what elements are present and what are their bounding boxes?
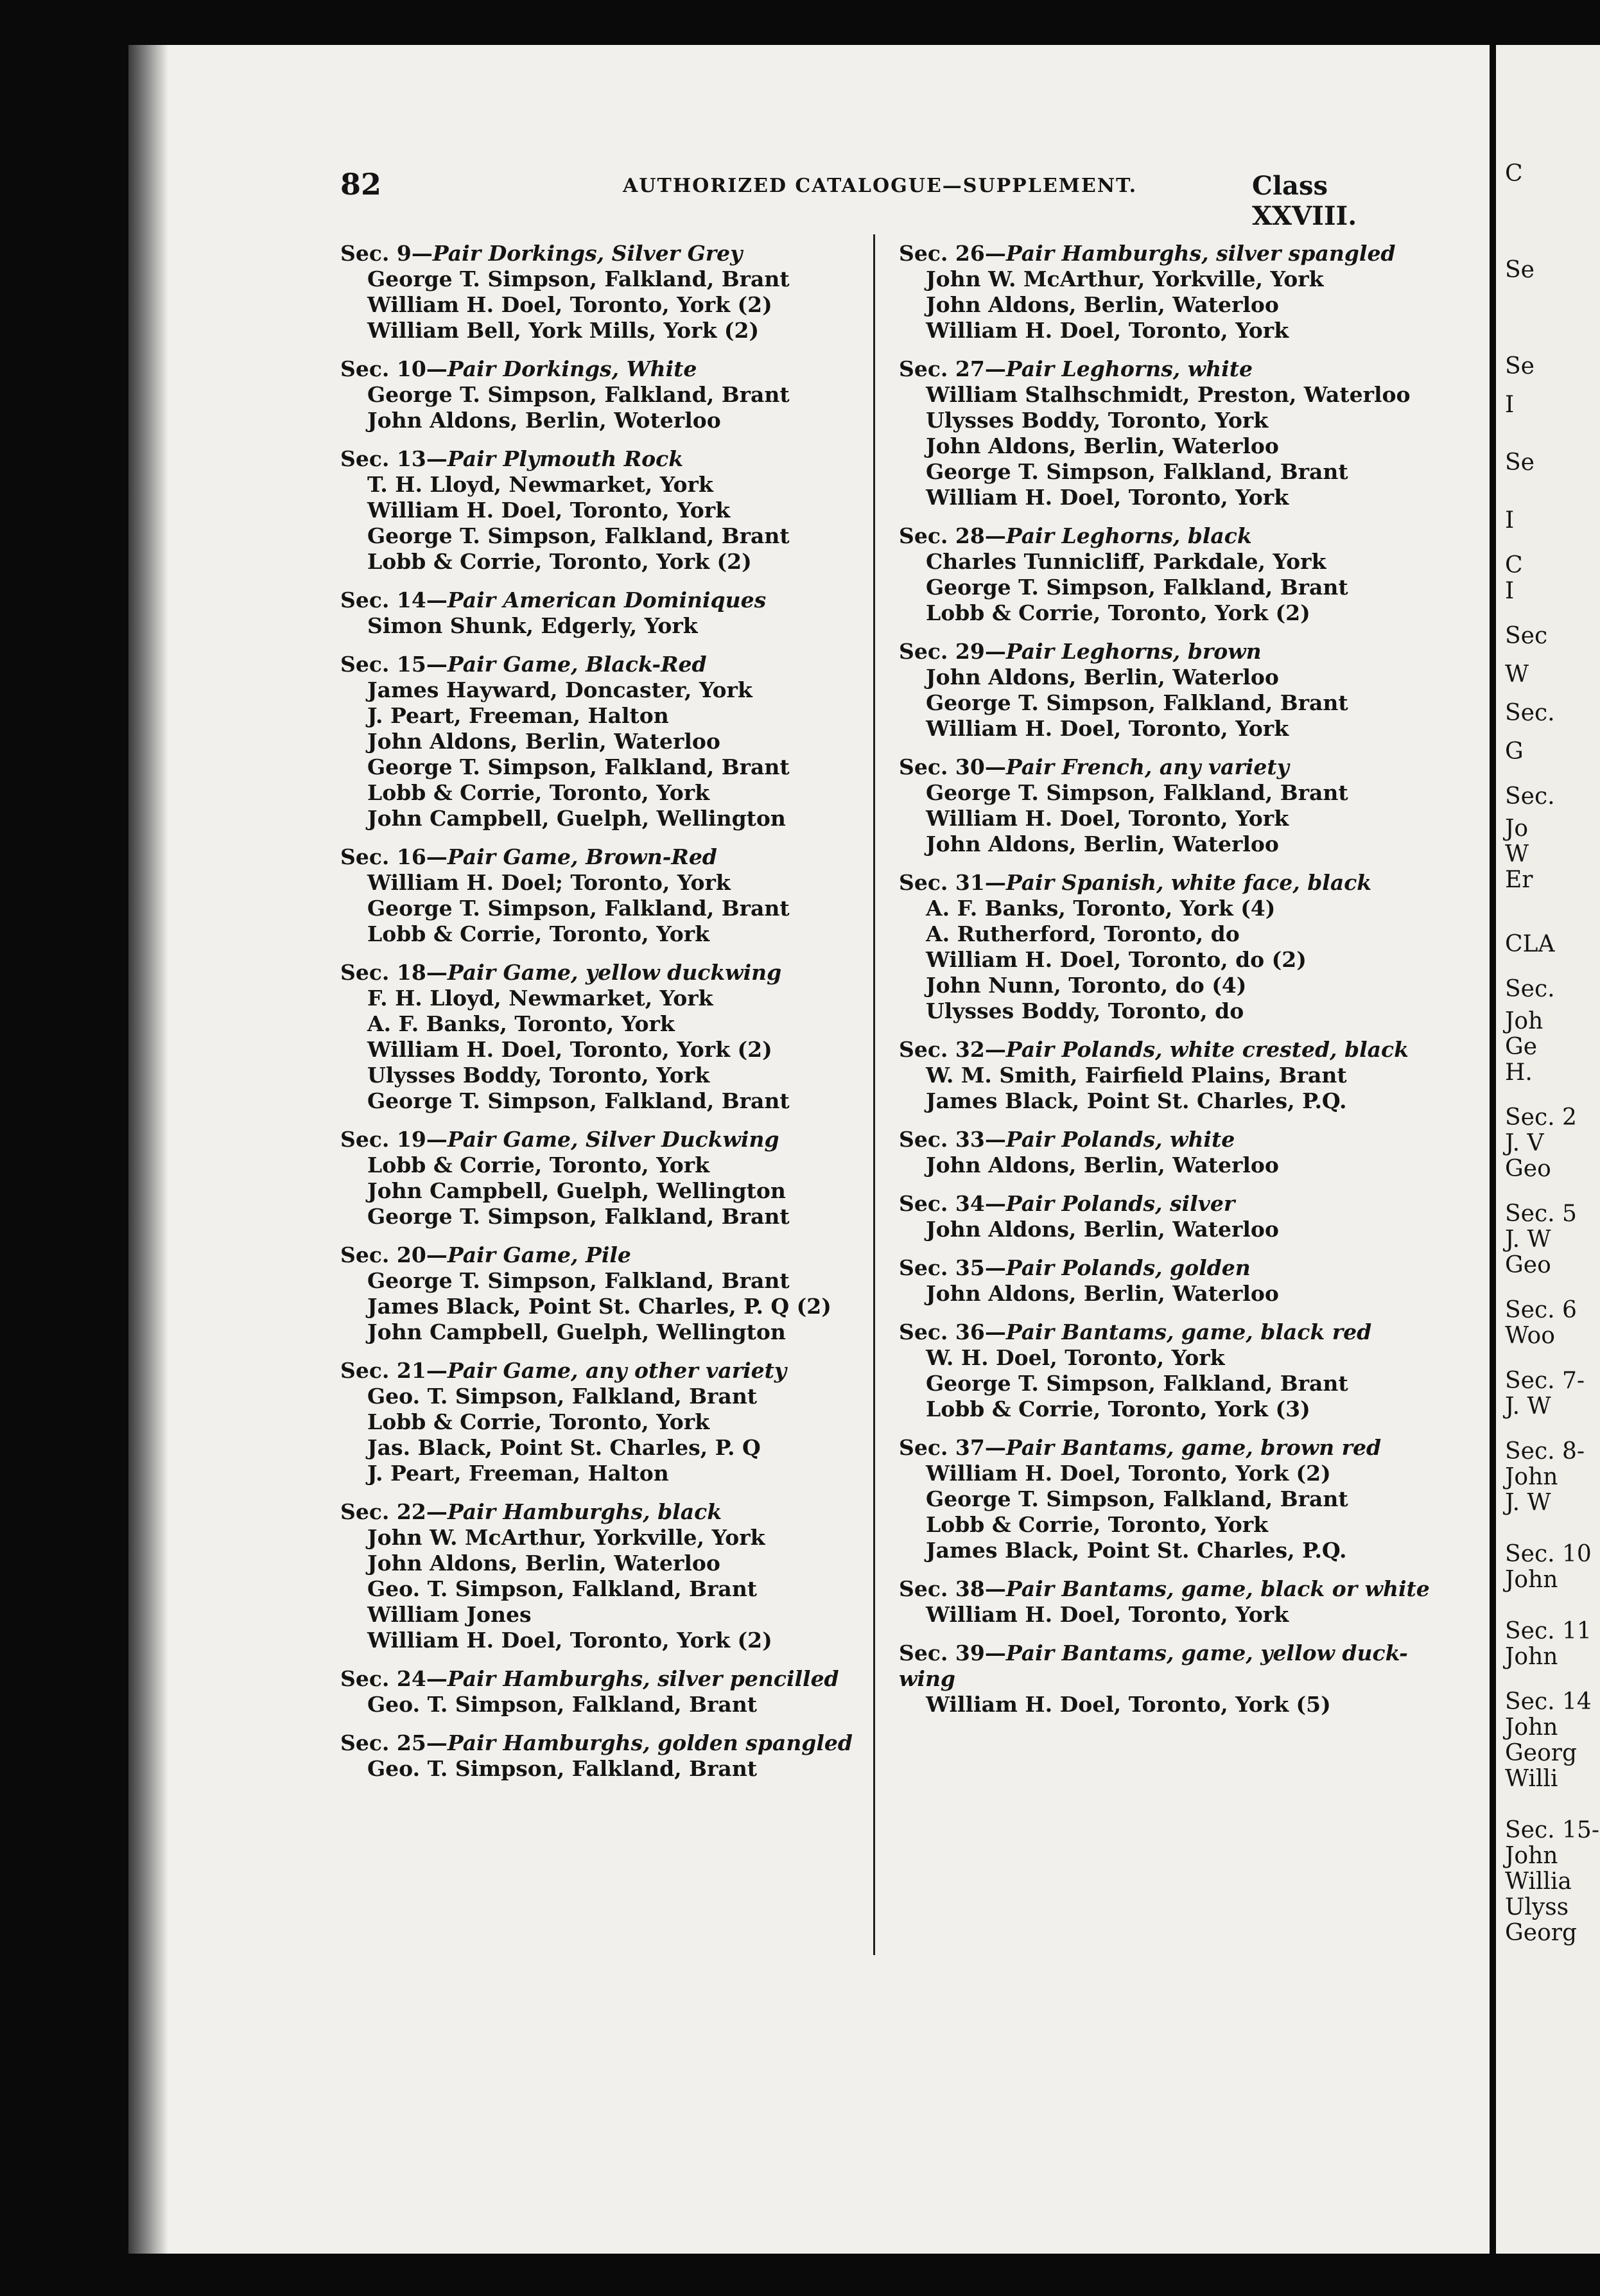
facing-page-fragment: John bbox=[1505, 1567, 1558, 1593]
section-name: Pair Game, any other variety bbox=[447, 1358, 787, 1383]
section-number: Sec. 10— bbox=[340, 356, 448, 381]
exhibitor-entry: Jas. Black, Point St. Charles, P. Q bbox=[367, 1435, 761, 1460]
section-number: Sec. 33— bbox=[899, 1127, 1006, 1152]
section-heading bbox=[899, 870, 1413, 896]
section-name: Pair Game, yellow duckwing bbox=[447, 960, 782, 985]
section-number: Sec. 32— bbox=[899, 1037, 1006, 1062]
facing-page-fragment: Joh bbox=[1505, 1008, 1543, 1034]
section-heading bbox=[340, 1666, 854, 1692]
exhibitor-entry: George T. Simpson, Falkland, Brant bbox=[926, 780, 1348, 805]
exhibitor-entry: William H. Doel; Toronto, York bbox=[367, 870, 731, 895]
section-number: Sec. 38— bbox=[899, 1576, 1006, 1601]
facing-page-fragment: W bbox=[1505, 841, 1529, 867]
catalogue-section bbox=[899, 1435, 1413, 1563]
facing-page-fragment: CLA bbox=[1505, 931, 1555, 957]
section-heading bbox=[899, 1127, 1413, 1152]
exhibitor-entry: W. M. Smith, Fairfield Plains, Brant bbox=[926, 1063, 1347, 1088]
section-heading bbox=[899, 1435, 1413, 1461]
facing-page-fragment: Georg bbox=[1505, 1740, 1577, 1766]
exhibitor-entry: Lobb & Corrie, Toronto, York (2) bbox=[367, 549, 752, 574]
exhibitor-entry: James Black, Point St. Charles, P.Q. bbox=[926, 1538, 1347, 1563]
catalogue-section bbox=[340, 652, 854, 831]
catalogue-section bbox=[340, 1730, 854, 1782]
exhibitor-entry: William Stalhschmidt, Preston, Waterloo bbox=[926, 382, 1411, 407]
exhibitor-entry: James Black, Point St. Charles, P. Q (2) bbox=[367, 1294, 831, 1319]
section-name: Pair Game, Silver Duckwing bbox=[447, 1127, 779, 1152]
facing-page-fragment: Ulyss bbox=[1505, 1894, 1569, 1920]
exhibitor-entry: William H. Doel, Toronto, York bbox=[926, 806, 1289, 831]
catalogue-section bbox=[899, 1576, 1430, 1628]
section-name: Pair Game, Brown-Red bbox=[447, 844, 717, 869]
section-heading bbox=[340, 652, 854, 677]
facing-page-fragment: J. V bbox=[1505, 1130, 1544, 1156]
catalogue-section bbox=[899, 356, 1413, 510]
section-name: Pair Bantams, game, yellow duck- bbox=[1005, 1640, 1408, 1665]
facing-page-fragment: Sec. 7- bbox=[1505, 1368, 1585, 1394]
exhibitor-entry: F. H. Lloyd, Newmarket, York bbox=[367, 986, 713, 1011]
section-number: Sec. 20— bbox=[340, 1242, 448, 1267]
section-name: Pair French, any variety bbox=[1005, 754, 1289, 779]
exhibitor-entry: William H. Doel, Toronto, York bbox=[367, 498, 731, 523]
section-name: Pair Polands, white crested, black bbox=[1005, 1037, 1409, 1062]
exhibitor-entry: William H. Doel, Toronto, do (2) bbox=[926, 947, 1307, 972]
exhibitor-entry: J. Peart, Freeman, Halton bbox=[367, 1461, 669, 1486]
exhibitor-entry: William H. Doel, Toronto, York (2) bbox=[926, 1461, 1331, 1486]
section-name: Pair Bantams, game, brown red bbox=[1005, 1435, 1382, 1460]
exhibitor-entry: George T. Simpson, Falkland, Brant bbox=[367, 754, 790, 779]
catalogue-section bbox=[899, 754, 1413, 857]
class-label: Class XXVIII. bbox=[1252, 171, 1357, 231]
catalogue-section bbox=[340, 1499, 854, 1653]
section-heading bbox=[899, 1640, 1413, 1666]
facing-page-fragment: Sec. 10 bbox=[1505, 1541, 1592, 1567]
section-heading bbox=[340, 1127, 854, 1152]
facing-page-fragment: I bbox=[1505, 578, 1515, 604]
section-name: Pair Leghorns, black bbox=[1005, 523, 1252, 548]
section-number: Sec. 9— bbox=[340, 241, 433, 266]
section-number: Sec. 31— bbox=[899, 870, 1006, 895]
section-heading bbox=[340, 960, 854, 986]
exhibitor-entry: William H. Doel, Toronto, York (5) bbox=[926, 1692, 1331, 1717]
facing-page-fragment: J. W bbox=[1505, 1490, 1551, 1516]
section-heading bbox=[899, 1319, 1413, 1345]
section-number: Sec. 36— bbox=[899, 1319, 1006, 1344]
catalogue-section bbox=[340, 1242, 854, 1345]
exhibitor-entry: George T. Simpson, Falkland, Brant bbox=[926, 459, 1348, 484]
exhibitor-entry: George T. Simpson, Falkland, Brant bbox=[367, 1088, 790, 1113]
catalogue-section bbox=[899, 1640, 1413, 1718]
section-name: Pair Hamburghs, black bbox=[447, 1499, 722, 1524]
section-name: Pair Hamburghs, silver spangled bbox=[1005, 241, 1396, 266]
exhibitor-entry: George T. Simpson, Falkland, Brant bbox=[367, 1204, 790, 1229]
facing-page-fragment: Sec bbox=[1505, 623, 1548, 649]
facing-page-fragment: John bbox=[1505, 1464, 1558, 1490]
exhibitor-entry: John Aldons, Berlin, Waterloo bbox=[926, 1152, 1279, 1178]
exhibitor-entry: William H. Doel, Toronto, York bbox=[926, 318, 1289, 343]
facing-page-fragment: Geo bbox=[1505, 1156, 1551, 1182]
section-heading bbox=[899, 1191, 1413, 1217]
exhibitor-entry: Charles Tunnicliff, Parkdale, York bbox=[926, 549, 1326, 574]
catalogue-section bbox=[340, 587, 854, 639]
section-heading bbox=[340, 446, 854, 472]
exhibitor-entry: George T. Simpson, Falkland, Brant bbox=[367, 896, 790, 921]
facing-page-fragment: John bbox=[1505, 1843, 1558, 1869]
exhibitor-entry: George T. Simpson, Falkland, Brant bbox=[367, 382, 790, 407]
exhibitor-entry: John W. McArthur, Yorkville, York bbox=[926, 266, 1324, 291]
section-name: Pair Leghorns, white bbox=[1005, 356, 1253, 381]
facing-page-fragment: H. bbox=[1505, 1059, 1533, 1086]
facing-page-fragment: Sec. 11 bbox=[1505, 1618, 1592, 1644]
exhibitor-entry: George T. Simpson, Falkland, Brant bbox=[926, 690, 1348, 715]
exhibitor-entry: William Jones bbox=[367, 1602, 532, 1627]
section-number: Sec. 18— bbox=[340, 960, 448, 985]
facing-page-fragment: Ge bbox=[1505, 1034, 1538, 1060]
section-heading bbox=[899, 1576, 1430, 1602]
exhibitor-entry: Lobb & Corrie, Toronto, York (2) bbox=[926, 600, 1310, 625]
section-name: Pair American Dominiques bbox=[447, 587, 767, 613]
catalogue-section bbox=[899, 241, 1413, 344]
section-number: Sec. 34— bbox=[899, 1191, 1006, 1216]
section-heading bbox=[899, 754, 1413, 780]
exhibitor-entry: Geo. T. Simpson, Falkland, Brant bbox=[367, 1692, 758, 1717]
section-name-continued: wing bbox=[899, 1666, 956, 1691]
column-divider bbox=[873, 234, 875, 1955]
exhibitor-entry: William H. Doel, Toronto, York (2) bbox=[367, 292, 772, 317]
exhibitor-entry: J. Peart, Freeman, Halton bbox=[367, 703, 669, 728]
section-number: Sec. 35— bbox=[899, 1255, 1006, 1280]
section-heading bbox=[899, 639, 1413, 665]
catalogue-section bbox=[899, 1127, 1413, 1178]
facing-page-fragment: J. W bbox=[1505, 1393, 1551, 1420]
facing-page-fragment: Willi bbox=[1505, 1766, 1558, 1792]
section-number: Sec. 26— bbox=[899, 241, 1006, 266]
page-number: 82 bbox=[340, 167, 382, 202]
catalogue-section bbox=[899, 1255, 1413, 1307]
exhibitor-entry: Lobb & Corrie, Toronto, York bbox=[367, 1152, 710, 1178]
facing-page-fragment: John bbox=[1505, 1714, 1558, 1741]
exhibitor-entry: Geo. T. Simpson, Falkland, Brant bbox=[367, 1576, 758, 1601]
exhibitor-entry: Lobb & Corrie, Toronto, York bbox=[367, 780, 710, 805]
section-name: Pair Game, Pile bbox=[447, 1242, 631, 1267]
section-name: Pair Hamburghs, silver pencilled bbox=[447, 1666, 839, 1691]
exhibitor-entry: Lobb & Corrie, Toronto, York (3) bbox=[926, 1396, 1310, 1422]
exhibitor-entry: John Aldons, Berlin, Waterloo bbox=[367, 729, 720, 754]
exhibitor-entry: John Campbell, Guelph, Wellington bbox=[367, 1178, 786, 1203]
section-name: Pair Leghorns, brown bbox=[1005, 639, 1262, 664]
exhibitor-entry: John Aldons, Berlin, Waterloo bbox=[926, 831, 1279, 857]
catalogue-section bbox=[899, 523, 1413, 626]
section-name: Pair Polands, golden bbox=[1005, 1255, 1251, 1280]
exhibitor-entry: John W. McArthur, Yorkville, York bbox=[367, 1525, 765, 1550]
exhibitor-entry: George T. Simpson, Falkland, Brant bbox=[367, 523, 790, 548]
exhibitor-entry: John Campbell, Guelph, Wellington bbox=[367, 806, 786, 831]
section-name: Pair Polands, white bbox=[1005, 1127, 1235, 1152]
section-heading bbox=[899, 241, 1413, 266]
facing-page-fragment: Geo bbox=[1505, 1252, 1551, 1278]
section-heading bbox=[340, 844, 854, 870]
facing-page-fragment: C bbox=[1505, 161, 1523, 187]
exhibitor-entry: William H. Doel, Toronto, York bbox=[926, 716, 1289, 741]
facing-page-fragment: Willia bbox=[1505, 1868, 1572, 1895]
section-number: Sec. 24— bbox=[340, 1666, 448, 1691]
facing-page-fragment: Se bbox=[1505, 257, 1535, 283]
facing-page-fragment: Se bbox=[1505, 449, 1535, 476]
exhibitor-entry: John Nunn, Toronto, do (4) bbox=[926, 973, 1247, 998]
right-column bbox=[899, 241, 1430, 1730]
section-heading bbox=[340, 1730, 854, 1756]
facing-page-fragment: John bbox=[1505, 1644, 1558, 1670]
catalogue-section bbox=[340, 1127, 854, 1230]
left-column bbox=[340, 241, 854, 1795]
facing-page-fragment: I bbox=[1505, 392, 1515, 418]
section-name: Pair Polands, silver bbox=[1005, 1191, 1235, 1216]
exhibitor-entry: William H. Doel, Toronto, York (2) bbox=[367, 1037, 772, 1062]
exhibitor-entry: James Hayward, Doncaster, York bbox=[367, 677, 752, 702]
section-name: Pair Bantams, game, black or white bbox=[1005, 1576, 1430, 1601]
running-title: AUTHORIZED CATALOGUE—SUPPLEMENT. bbox=[623, 175, 1138, 197]
catalogue-section bbox=[899, 639, 1413, 742]
catalogue-section bbox=[899, 1037, 1413, 1114]
facing-page bbox=[1496, 45, 1600, 2254]
facing-page-fragment: Sec. 5 bbox=[1505, 1201, 1577, 1227]
exhibitor-entry: John Aldons, Berlin, Woterloo bbox=[367, 408, 721, 433]
facing-page-fragment: W bbox=[1505, 661, 1529, 688]
section-heading bbox=[340, 241, 854, 266]
exhibitor-entry: Lobb & Corrie, Toronto, York bbox=[367, 1409, 710, 1434]
section-number: Sec. 39— bbox=[899, 1640, 1006, 1665]
section-heading bbox=[899, 1255, 1413, 1281]
facing-page-fragment: Georg bbox=[1505, 1920, 1577, 1946]
exhibitor-entry: William H. Doel, Toronto, York bbox=[926, 1602, 1289, 1627]
section-number: Sec. 15— bbox=[340, 652, 448, 677]
exhibitor-entry: Lobb & Corrie, Toronto, York bbox=[367, 921, 710, 946]
section-name: Pair Dorkings, Silver Grey bbox=[432, 241, 743, 266]
exhibitor-entry: George T. Simpson, Falkland, Brant bbox=[926, 575, 1348, 600]
facing-page-fragment: C bbox=[1505, 552, 1523, 578]
facing-page-fragment: Sec. 6 bbox=[1505, 1297, 1577, 1323]
exhibitor-entry: Ulysses Boddy, Toronto, York bbox=[367, 1063, 710, 1088]
section-number: Sec. 19— bbox=[340, 1127, 448, 1152]
catalogue-section bbox=[899, 1319, 1413, 1422]
section-heading bbox=[340, 587, 854, 613]
exhibitor-entry: John Aldons, Berlin, Waterloo bbox=[926, 665, 1279, 690]
exhibitor-entry: T. H. Lloyd, Newmarket, York bbox=[367, 472, 713, 497]
facing-page-fragment: Woo bbox=[1505, 1323, 1555, 1349]
catalogue-section bbox=[340, 1358, 854, 1486]
exhibitor-entry: George T. Simpson, Falkland, Brant bbox=[367, 266, 790, 291]
exhibitor-entry: Geo. T. Simpson, Falkland, Brant bbox=[367, 1756, 758, 1781]
exhibitor-entry: A. F. Banks, Toronto, York (4) bbox=[926, 896, 1276, 921]
exhibitor-entry: John Aldons, Berlin, Waterloo bbox=[926, 1281, 1279, 1306]
exhibitor-entry: W. H. Doel, Toronto, York bbox=[926, 1345, 1225, 1370]
section-name: Pair Spanish, white face, black bbox=[1005, 870, 1372, 895]
section-name: Pair Plymouth Rock bbox=[447, 446, 684, 471]
facing-page-fragment: Sec. 8- bbox=[1505, 1438, 1585, 1465]
section-name: Pair Dorkings, White bbox=[447, 356, 697, 381]
section-heading bbox=[340, 1358, 854, 1384]
section-number: Sec. 13— bbox=[340, 446, 448, 471]
exhibitor-entry: George T. Simpson, Falkland, Brant bbox=[926, 1486, 1348, 1511]
section-heading bbox=[899, 523, 1413, 549]
section-heading bbox=[899, 356, 1413, 382]
section-number: Sec. 16— bbox=[340, 844, 448, 869]
section-number: Sec. 37— bbox=[899, 1435, 1006, 1460]
exhibitor-entry: James Black, Point St. Charles, P.Q. bbox=[926, 1088, 1347, 1113]
catalogue-section bbox=[340, 446, 854, 575]
exhibitor-entry: John Aldons, Berlin, Waterloo bbox=[926, 292, 1279, 317]
catalogue-section bbox=[340, 356, 854, 433]
section-number: Sec. 25— bbox=[340, 1730, 448, 1755]
exhibitor-entry: Lobb & Corrie, Toronto, York bbox=[926, 1512, 1269, 1537]
exhibitor-entry: A. Rutherford, Toronto, do bbox=[926, 921, 1240, 946]
section-number: Sec. 28— bbox=[899, 523, 1006, 548]
facing-page-fragment: Jo bbox=[1505, 815, 1529, 842]
catalogue-section bbox=[340, 1666, 854, 1718]
exhibitor-entry: John Aldons, Berlin, Waterloo bbox=[367, 1551, 720, 1576]
section-number: Sec. 27— bbox=[899, 356, 1006, 381]
facing-page-fragment: Sec. bbox=[1505, 783, 1555, 810]
exhibitor-entry: William H. Doel, Toronto, York (2) bbox=[367, 1628, 772, 1653]
exhibitor-entry: Geo. T. Simpson, Falkland, Brant bbox=[367, 1384, 758, 1409]
exhibitor-entry: Ulysses Boddy, Toronto, York bbox=[926, 408, 1269, 433]
section-number: Sec. 30— bbox=[899, 754, 1006, 779]
section-number: Sec. 22— bbox=[340, 1499, 448, 1524]
catalogue-section bbox=[340, 844, 854, 947]
catalogue-section bbox=[340, 241, 854, 344]
facing-page-fragment: Er bbox=[1505, 867, 1533, 893]
catalogue-section bbox=[340, 960, 854, 1114]
exhibitor-entry: John Aldons, Berlin, Waterloo bbox=[926, 1217, 1279, 1242]
catalogue-section bbox=[899, 1191, 1413, 1242]
section-name: Pair Bantams, game, black red bbox=[1005, 1319, 1372, 1344]
page-header bbox=[340, 167, 1432, 231]
facing-page-fragment: J. W bbox=[1505, 1226, 1551, 1253]
section-number: Sec. 29— bbox=[899, 639, 1006, 664]
facing-page-fragment: Sec. bbox=[1505, 976, 1555, 1002]
section-heading bbox=[340, 1242, 854, 1268]
section-name: Pair Hamburghs, golden spangled bbox=[447, 1730, 853, 1755]
exhibitor-entry: George T. Simpson, Falkland, Brant bbox=[926, 1371, 1348, 1396]
section-heading bbox=[899, 1037, 1413, 1063]
exhibitor-entry: Ulysses Boddy, Toronto, do bbox=[926, 998, 1244, 1023]
facing-page-fragment: Sec. bbox=[1505, 700, 1555, 726]
section-heading bbox=[340, 356, 854, 382]
section-name: Pair Game, Black-Red bbox=[447, 652, 707, 677]
facing-page-fragment: Sec. 14 bbox=[1505, 1689, 1592, 1715]
facing-page-fragment: Sec. 2 bbox=[1505, 1104, 1577, 1131]
section-heading bbox=[340, 1499, 854, 1525]
section-number: Sec. 14— bbox=[340, 587, 448, 613]
exhibitor-entry: A. F. Banks, Toronto, York bbox=[367, 1011, 675, 1036]
section-number: Sec. 21— bbox=[340, 1358, 448, 1383]
facing-page-fragment: Se bbox=[1505, 353, 1535, 379]
facing-page-fragment: Sec. 15- bbox=[1505, 1817, 1599, 1843]
facing-page-fragment: I bbox=[1505, 507, 1515, 534]
facing-page-fragment: G bbox=[1505, 738, 1524, 765]
exhibitor-entry: Simon Shunk, Edgerly, York bbox=[367, 613, 698, 638]
exhibitor-entry: George T. Simpson, Falkland, Brant bbox=[367, 1268, 790, 1293]
catalogue-section bbox=[899, 870, 1413, 1024]
exhibitor-entry: William Bell, York Mills, York (2) bbox=[367, 318, 760, 343]
exhibitor-entry: John Campbell, Guelph, Wellington bbox=[367, 1319, 786, 1344]
book-spine bbox=[128, 45, 168, 2254]
exhibitor-entry: William H. Doel, Toronto, York bbox=[926, 485, 1289, 510]
exhibitor-entry: John Aldons, Berlin, Waterloo bbox=[926, 433, 1279, 458]
